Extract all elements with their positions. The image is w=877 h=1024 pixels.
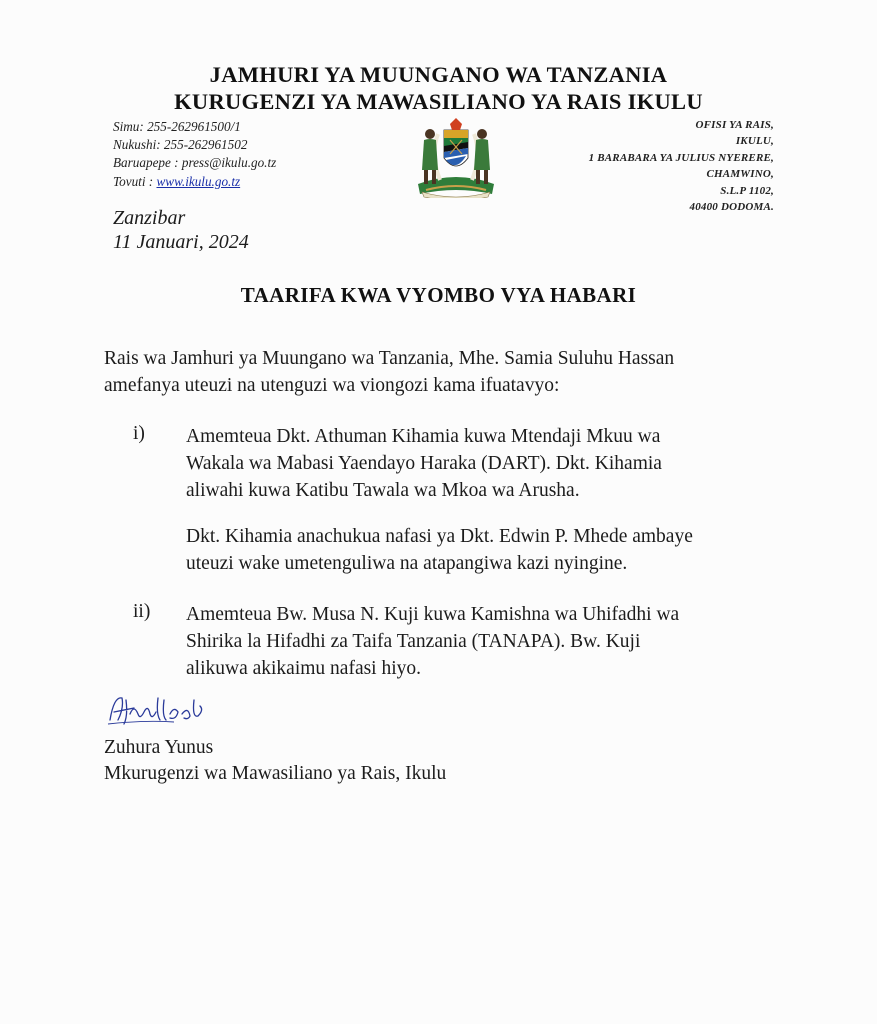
- paragraph-line: aliwahi kuwa Katibu Tawala wa Mkoa wa Arusha.: [186, 480, 580, 501]
- intro-paragraph: [104, 345, 784, 399]
- header-line-2: KURUGENZI YA MAWASILIANO YA RAIS IKULU: [174, 89, 703, 114]
- contact-right: [514, 117, 774, 215]
- phone-number: Simu: 255-262961500/1: [113, 119, 241, 134]
- office-line-2: IKULU,: [735, 135, 774, 148]
- place-date: [113, 206, 249, 254]
- item-number: ii): [133, 601, 151, 622]
- signer-name: Zuhura Yunus: [104, 737, 214, 758]
- intro-line: amefanya uteuzi na utenguzi wa viongozi kama ifuatavyo:: [104, 375, 560, 396]
- office-line-4: CHAMWINO,: [706, 168, 774, 181]
- website-label: Tovuti :: [113, 173, 157, 189]
- item-1-paragraph-1: [186, 423, 786, 504]
- signer-block: [104, 735, 446, 787]
- office-line-3: 1 BARABARA YA JULIUS NYERERE,: [588, 151, 774, 164]
- intro-line: Rais wa Jamhuri ya Muungano wa Tanzania, Mhe. Samia Suluhu Hassan: [104, 348, 675, 369]
- document-title: TAARIFA KWA VYOMBO VYA HABARI: [240, 283, 637, 307]
- website-row: [113, 173, 276, 191]
- office-line-1: OFISI YA RAIS,: [695, 119, 774, 131]
- office-line-5: S.L.P 1102,: [720, 184, 774, 197]
- place: Zanzibar: [113, 207, 186, 229]
- item-1-paragraph-2: [186, 523, 786, 577]
- item-number: i): [133, 423, 145, 444]
- paragraph-line: Dkt. Kihamia anachukua nafasi ya Dkt. Edwin P. Mhede ambaye: [186, 526, 693, 547]
- date: 11 Januari, 2024: [113, 231, 249, 253]
- paragraph-line: Wakala wa Mabasi Yaendayo Haraka (DART). Dkt. Kihamia: [186, 453, 662, 474]
- coat-of-arms-icon: [408, 114, 504, 198]
- item-2-paragraph-1: [186, 601, 786, 682]
- signature-icon: [104, 690, 214, 730]
- signer-title: Mkurugenzi wa Mawasiliano ya Rais, Ikulu: [104, 763, 447, 784]
- office-line-6: 40400 DODOMA.: [689, 201, 774, 214]
- paragraph-line: alikuwa akikaimu nafasi hiyo.: [186, 658, 422, 679]
- contact-left: [113, 118, 276, 191]
- paragraph-line: Shirika la Hifadhi za Taifa Tanzania (TANAPA). Bw. Kuji: [186, 631, 641, 652]
- paragraph-line: uteuzi wake umetenguliwa na atapangiwa kazi nyingine.: [186, 553, 628, 574]
- email-address: Baruapepe : press@ikulu.go.tz: [113, 155, 277, 171]
- fax-number: Nukushi: 255-262961502: [113, 137, 248, 153]
- header-line-1: JAMHURI YA MUUNGANO WA TANZANIA: [209, 62, 668, 87]
- paragraph-line: Amemteua Bw. Musa N. Kuji kuwa Kamishna wa Uhifadhi wa: [186, 604, 680, 625]
- paragraph-line: Amemteua Dkt. Athuman Kihamia kuwa Mtendaji Mkuu wa: [186, 426, 661, 447]
- website-link[interactable]: www.ikulu.go.tz: [156, 173, 241, 189]
